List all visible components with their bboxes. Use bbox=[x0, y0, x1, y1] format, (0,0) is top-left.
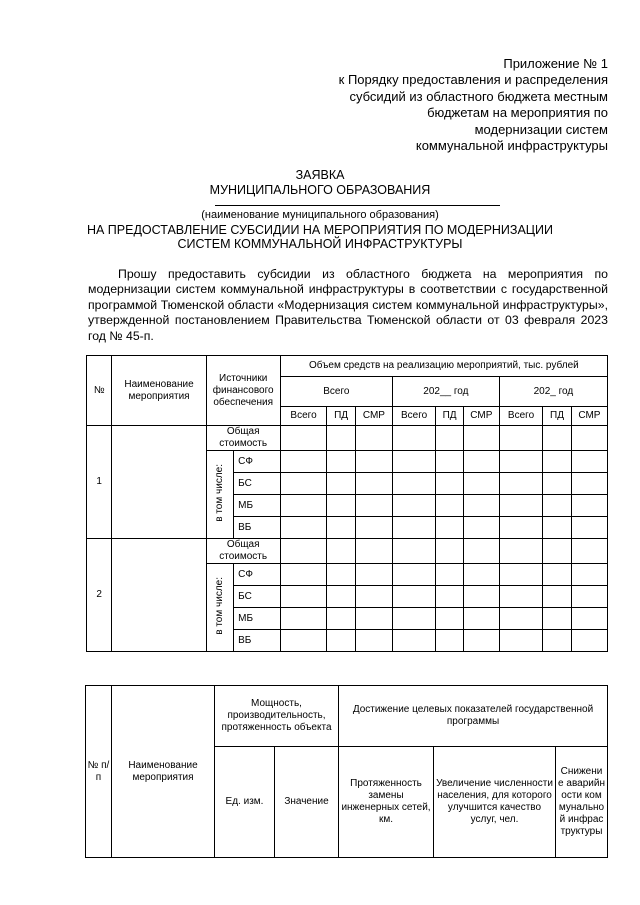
appendix-line: коммунальной инфраструктуры bbox=[415, 138, 608, 154]
including-text: в том числе: bbox=[213, 463, 225, 522]
source-mb: МБ bbox=[234, 495, 281, 517]
source-mb: МБ bbox=[234, 608, 281, 630]
source-bs: БС bbox=[234, 473, 281, 495]
including-label bbox=[206, 451, 234, 539]
appendix-line: модернизации систем bbox=[474, 121, 608, 137]
name-underline bbox=[215, 205, 500, 206]
appendix-line: Приложение № 1 bbox=[503, 56, 608, 71]
sub-total: Всего bbox=[280, 407, 327, 426]
header-targets: Достижение целевых показателей государственной программы bbox=[339, 686, 608, 747]
source-bs: БС bbox=[234, 586, 281, 608]
header-group-year1: 202__ год bbox=[392, 377, 499, 407]
sub-smr: СМР bbox=[355, 407, 392, 426]
request-paragraph bbox=[88, 267, 608, 344]
name-note: (наименование муниципального образования) bbox=[201, 209, 439, 221]
title-line: МУНИЦИПАЛЬНОГО ОБРАЗОВАНИЯ bbox=[209, 183, 431, 197]
appendix-line: бюджетам на мероприятия по bbox=[427, 105, 608, 121]
sub-pd: ПД bbox=[327, 407, 356, 426]
title-block bbox=[0, 168, 640, 198]
sub-pd: ПД bbox=[543, 407, 572, 426]
header-group-total: Всего bbox=[280, 377, 392, 407]
indicators-table bbox=[85, 685, 608, 858]
source-vb: ВБ bbox=[234, 630, 281, 652]
header-accidents: Снижение аварийности коммунальной инфраструктуры bbox=[556, 747, 608, 858]
header-volume: Объем средств на реализацию мероприятий, тыс. рублей bbox=[280, 356, 607, 377]
funding-table bbox=[86, 355, 608, 652]
source-sf: СФ bbox=[234, 564, 281, 586]
paragraph-text: Прошу предоставить субсидии из областного бюджета на мероприятия по модернизации систем коммунальной инфраструктуры в соответствии с государственной программой Тюменской области «Модернизация систем коммунальной инфраструктуры», утвержденной постановлением Правительства Тюменской области от 03 февраля 2023 год № 45-п. bbox=[88, 267, 608, 343]
sub-pd: ПД bbox=[436, 407, 464, 426]
table-row bbox=[87, 426, 608, 451]
source-vb: ВБ bbox=[234, 517, 281, 539]
header-name: Наименование мероприятия bbox=[112, 686, 215, 858]
subtitle-block bbox=[0, 223, 640, 251]
sub-total: Всего bbox=[499, 407, 542, 426]
source-sf: СФ bbox=[234, 451, 281, 473]
header-no: № bbox=[87, 356, 112, 426]
appendix-header bbox=[278, 56, 608, 154]
header-value: Значение bbox=[275, 747, 339, 858]
total-cost-label: Общая стоимость bbox=[206, 539, 280, 564]
header-unit: Ед. изм. bbox=[215, 747, 275, 858]
appendix-line: к Порядку предоставления и распределения bbox=[338, 72, 608, 88]
row-name-cell bbox=[112, 539, 206, 652]
sub-total: Всего bbox=[392, 407, 435, 426]
header-population: Увеличение численности населения, для которого улучшится качество услуг, чел. bbox=[434, 747, 556, 858]
row-name-cell bbox=[112, 426, 206, 539]
row-number: 1 bbox=[87, 426, 112, 539]
sub-smr: СМР bbox=[571, 407, 607, 426]
sub-smr: СМР bbox=[463, 407, 499, 426]
header-name: Наименование мероприятия bbox=[112, 356, 206, 426]
including-label bbox=[206, 564, 234, 652]
table-row bbox=[87, 539, 608, 564]
header-source: Источники финансового обеспечения bbox=[206, 356, 280, 426]
title-line: ЗАЯВКА bbox=[295, 168, 345, 182]
subtitle-line: НА ПРЕДОСТАВЛЕНИЕ СУБСИДИИ НА МЕРОПРИЯТИЯ ПО МОДЕРНИЗАЦИИ bbox=[86, 223, 554, 237]
header-group-year2: 202_ год bbox=[499, 377, 607, 407]
appendix-line: субсидий из областного бюджета местным bbox=[349, 88, 608, 104]
row-number: 2 bbox=[87, 539, 112, 652]
including-text: в том числе: bbox=[213, 576, 225, 635]
subtitle-line: СИСТЕМ КОММУНАЛЬНОЙ ИНФРАСТРУКТУРЫ bbox=[177, 237, 463, 251]
header-no: № п/п bbox=[86, 686, 112, 858]
header-capacity: Мощность, производительность, протяженность объекта bbox=[215, 686, 339, 747]
header-length: Протяженность замены инженерных сетей, км. bbox=[339, 747, 434, 858]
total-cost-label: Общая стоимость bbox=[206, 426, 280, 451]
